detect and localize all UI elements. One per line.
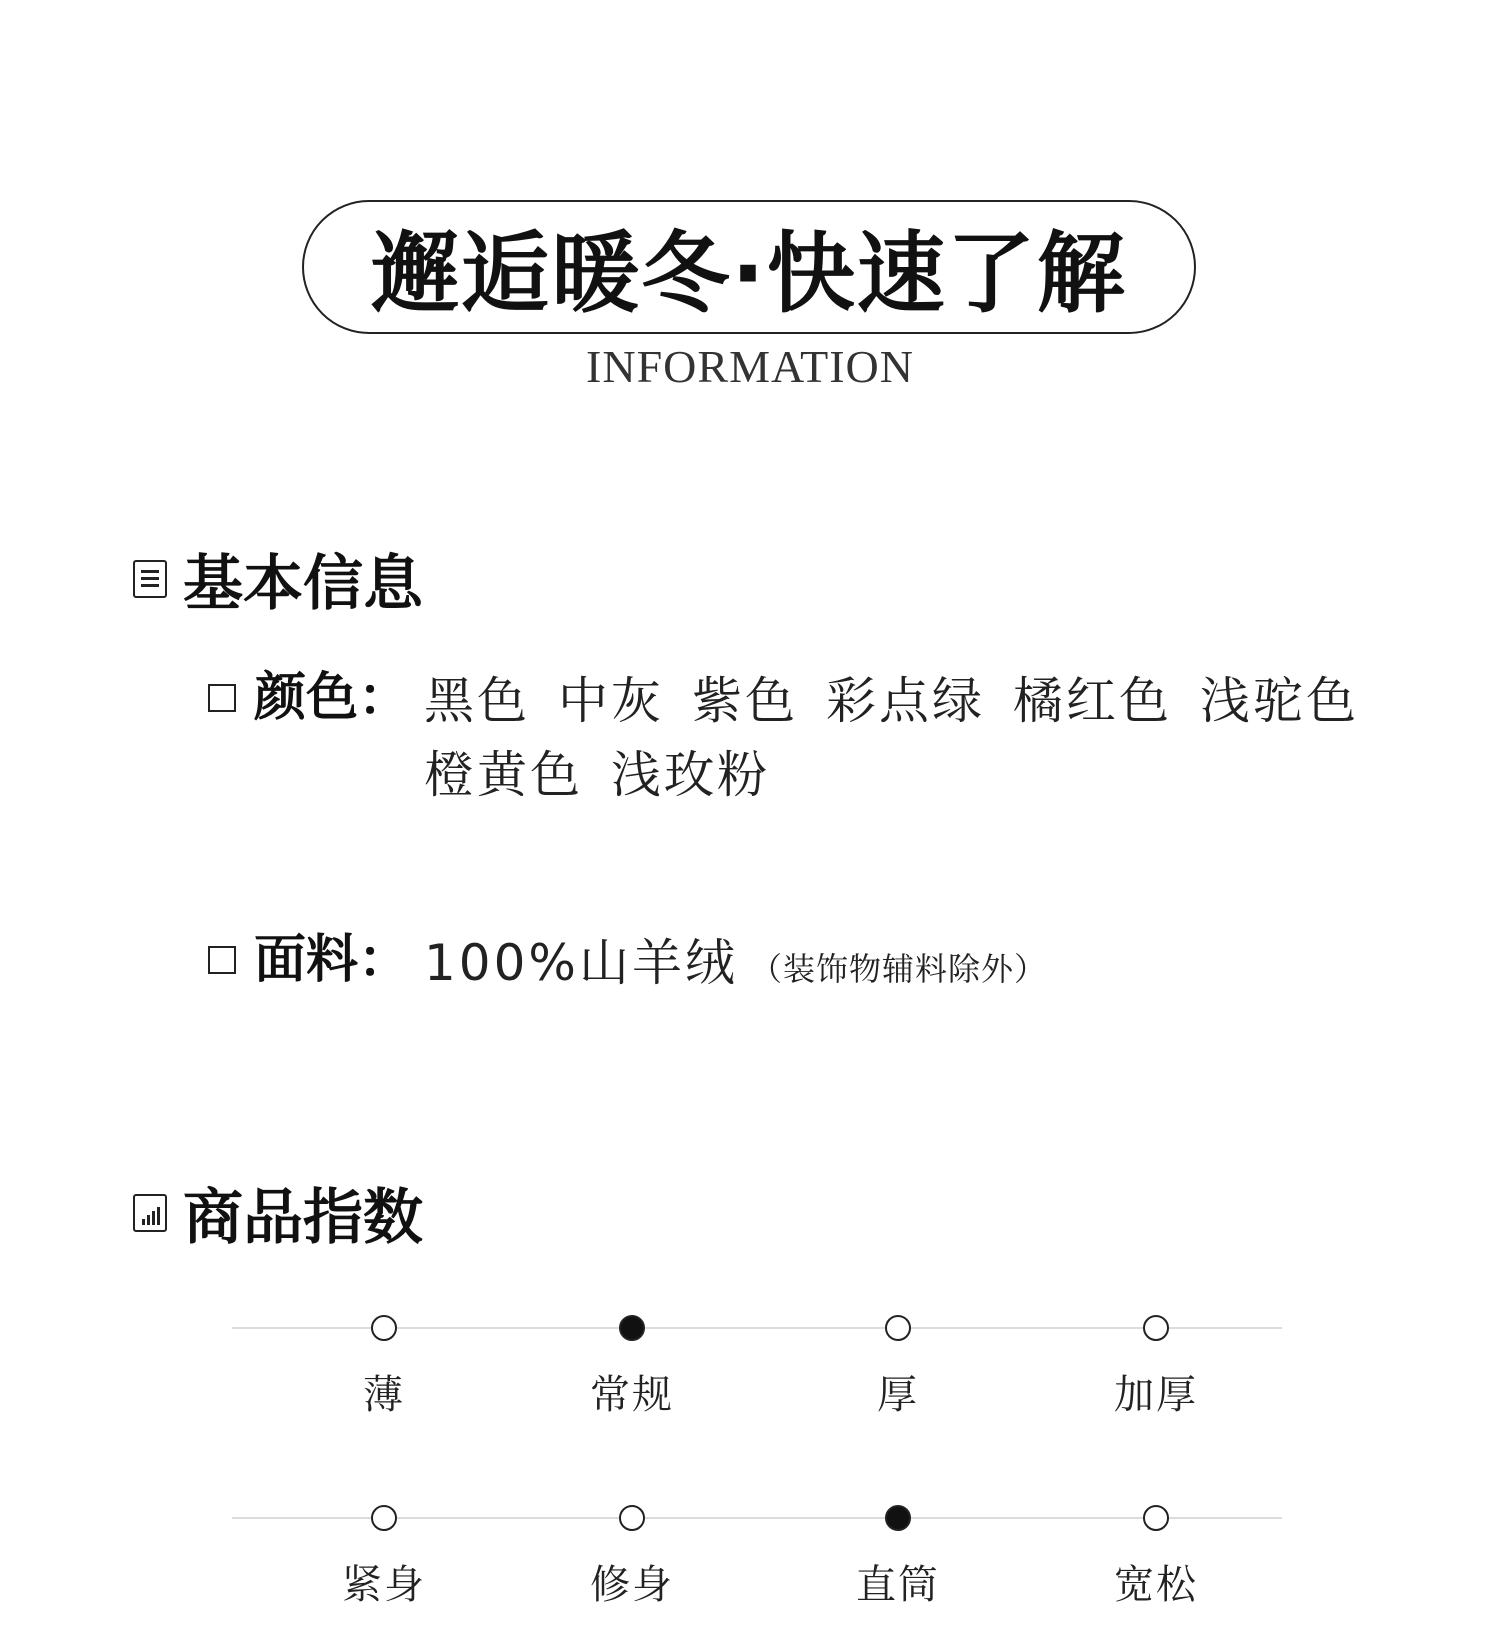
selected-dot-icon: [885, 1505, 911, 1531]
thickness-option: [1076, 1302, 1236, 1420]
dot-icon: [1143, 1315, 1169, 1341]
thickness-option-label: 加厚: [1114, 1372, 1198, 1418]
thickness-scale: [232, 1302, 1282, 1452]
color-value: 中灰: [558, 672, 664, 730]
color-value: 彩点绿: [826, 672, 985, 730]
fit-option-label: 直筒: [856, 1562, 940, 1608]
dot-icon: [1143, 1505, 1169, 1531]
page-title: 邂逅暖冬·快速了解: [371, 222, 1127, 325]
fabric-label: 面料：: [254, 930, 411, 990]
section-product-index: [133, 1170, 423, 1256]
selected-dot-icon: [619, 1315, 645, 1341]
fabric-note: （装饰物辅料除外）: [749, 950, 1047, 988]
color-value: 橘红色: [1013, 672, 1172, 730]
fit-option: [304, 1492, 464, 1610]
fabric-value: 100%山羊绒: [424, 934, 738, 992]
section-basic-info-title: 基本信息: [183, 549, 423, 619]
thickness-option: [552, 1302, 712, 1420]
color-value: 黑色: [424, 672, 530, 730]
fabric-checkbox-icon: [208, 946, 236, 974]
fit-option-label: 紧身: [342, 1562, 426, 1608]
section-product-index-title: 商品指数: [183, 1183, 423, 1253]
color-values: [424, 664, 1359, 812]
thickness-option-label: 常规: [590, 1372, 674, 1418]
fit-option: [818, 1492, 978, 1610]
fit-option-label: 修身: [590, 1562, 674, 1608]
color-label: 颜色：: [254, 668, 411, 728]
fit-option: [1076, 1492, 1236, 1610]
color-value: 紫色: [692, 672, 798, 730]
color-row: [208, 664, 1359, 812]
fit-option-label: 宽松: [1114, 1562, 1198, 1608]
fit-option: [552, 1492, 712, 1610]
dot-icon: [371, 1315, 397, 1341]
dot-icon: [371, 1505, 397, 1531]
color-value: 浅驼色: [1200, 672, 1359, 730]
thickness-option-label: 薄: [363, 1372, 405, 1418]
dot-icon: [619, 1505, 645, 1531]
color-value: 橙黄色: [424, 746, 583, 804]
color-checkbox-icon: [208, 684, 236, 712]
page-subtitle: INFORMATION: [586, 341, 914, 392]
bar-chart-icon: [133, 1194, 167, 1232]
thickness-option: [304, 1302, 464, 1420]
thickness-option-label: 厚: [877, 1372, 919, 1418]
color-value: 浅玫粉: [611, 746, 770, 804]
title-pill: [302, 200, 1196, 334]
fabric-row: [208, 926, 1047, 1006]
thickness-option: [818, 1302, 978, 1420]
document-list-icon: [133, 560, 167, 598]
dot-icon: [885, 1315, 911, 1341]
fit-scale: [232, 1492, 1282, 1642]
fabric-values: [424, 926, 1047, 1006]
section-basic-info: [133, 536, 423, 622]
